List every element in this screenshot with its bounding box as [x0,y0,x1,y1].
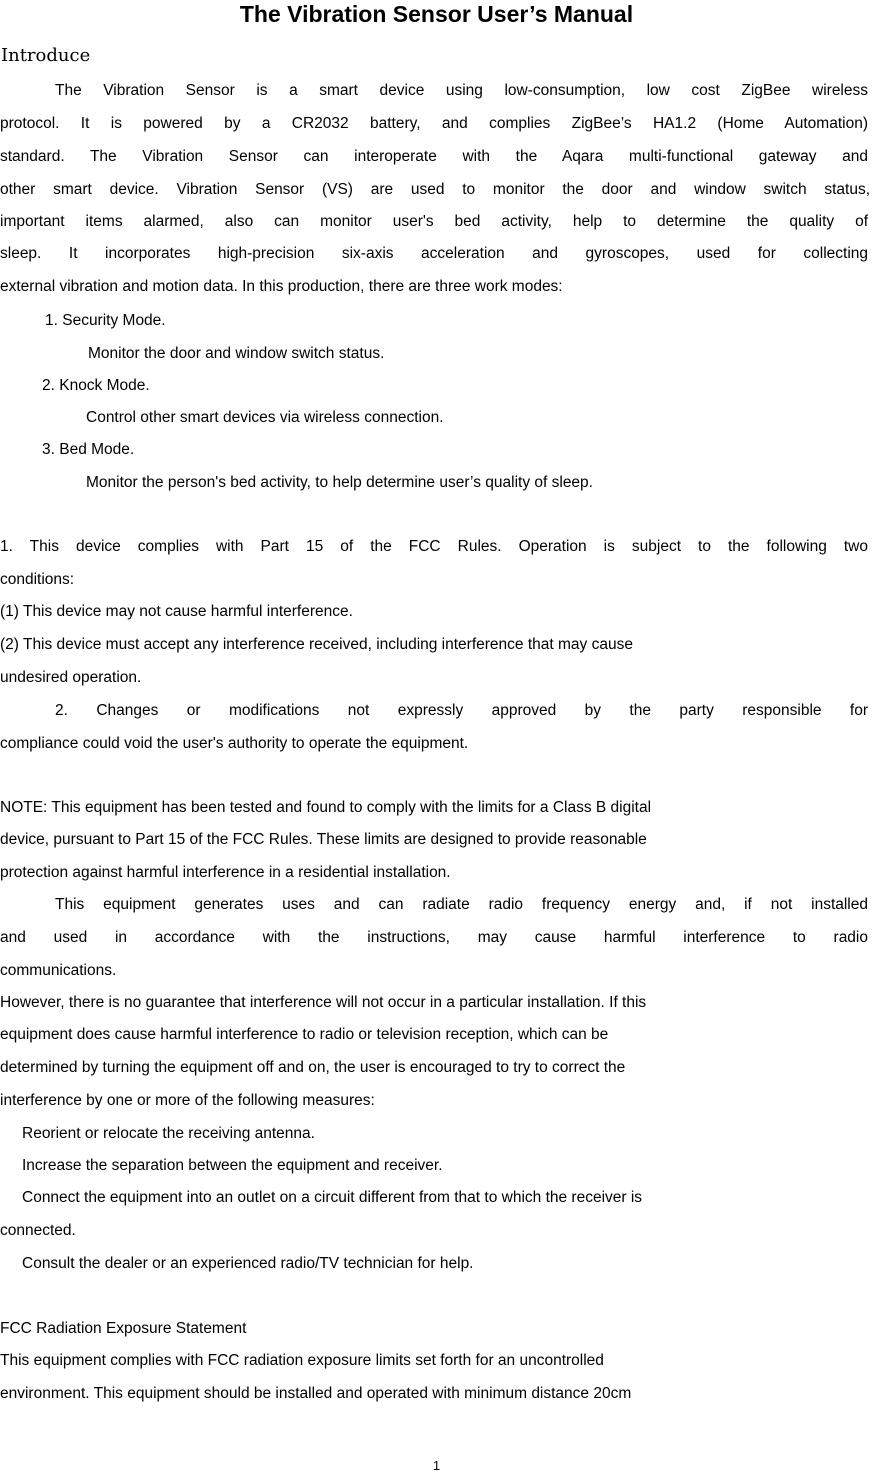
intro-line: protocol. It is powered by a CR2032 battery, and complies ZigBee’s HA1.2 (Home Automation) [0,115,868,132]
radiation-heading: FCC Radiation Exposure Statement [0,1320,247,1337]
mode-description: Monitor the person's bed activity, to help determine user’s quality of sleep. [86,474,593,491]
fcc-rules-line: 1. This device complies with Part 15 of the FCC Rules. Operation is subject to the following two [0,538,868,555]
however-line: equipment does cause harmful interference to radio or television reception, which can be [0,1026,609,1043]
changes-line: 2. Changes or modifications not expressly approved by the party responsible for [55,702,868,719]
mode-description: Monitor the door and window switch status. [88,345,385,362]
mode-title: 2. Knock Mode. [42,377,150,394]
generates-line: This equipment generates uses and can radiate radio frequency energy and, if not installed [55,896,868,913]
however-line: interference by one or more of the following measures: [0,1092,375,1109]
however-line: However, there is no guarantee that interference will not occur in a particular installation. If this [0,994,647,1011]
intro-line: important items alarmed, also can monitor user's bed activity, help to determine the quality of [0,213,868,230]
measure-item: Connect the equipment into an outlet on a circuit different from that to which the receiver is [22,1189,643,1206]
intro-line: standard. The Vibration Sensor can interoperate with the Aqara multi-functional gateway and [0,148,868,165]
fcc-rules-line: undesired operation. [0,669,142,686]
mode-title: 1. Security Mode. [45,312,166,329]
fcc-rules-line: conditions: [0,571,75,588]
fcc-rules-line: (2) This device must accept any interference received, including interference that may cause [0,636,633,653]
section-heading-introduce: Introduce [1,45,91,66]
however-line: determined by turning the equipment off and on, the user is encouraged to try to correct the [0,1059,626,1076]
generates-line: communications. [0,962,117,979]
mode-title: 3. Bed Mode. [42,441,135,458]
fcc-rules-line: (1) This device may not cause harmful interference. [0,603,353,620]
measure-item: connected. [0,1222,76,1239]
note-line: NOTE: This equipment has been tested and found to comply with the limits for a Class B digital [0,799,652,816]
page-title: The Vibration Sensor User’s Manual [239,1,634,27]
changes-line: compliance could void the user's authority to operate the equipment. [0,735,469,752]
measure-item: Reorient or relocate the receiving antenna. [22,1125,315,1142]
radiation-line: This equipment complies with FCC radiation exposure limits set forth for an uncontrolled [0,1352,604,1369]
intro-line: other smart device. Vibration Sensor (VS) are used to monitor the door and window switch status, [0,181,870,198]
measure-item: Consult the dealer or an experienced radio/TV technician for help. [22,1255,474,1272]
note-line: device, pursuant to Part 15 of the FCC Rules. These limits are designed to provide reasonable [0,831,647,848]
radiation-line: environment. This equipment should be installed and operated with minimum distance 20cm [0,1385,632,1402]
intro-line: sleep. It incorporates high-precision six-axis acceleration and gyroscopes, used for collecting [0,245,868,262]
intro-line: The Vibration Sensor is a smart device using low-consumption, low cost ZigBee wireless [55,82,868,99]
page-number: 1 [432,1458,441,1473]
intro-line: external vibration and motion data. In this production, there are three work modes: [0,278,563,295]
measure-item: Increase the separation between the equipment and receiver. [22,1157,443,1174]
note-line: protection against harmful interference in a residential installation. [0,864,451,881]
mode-description: Control other smart devices via wireless connection. [86,409,444,426]
generates-line: and used in accordance with the instructions, may cause harmful interference to radio [0,929,868,946]
